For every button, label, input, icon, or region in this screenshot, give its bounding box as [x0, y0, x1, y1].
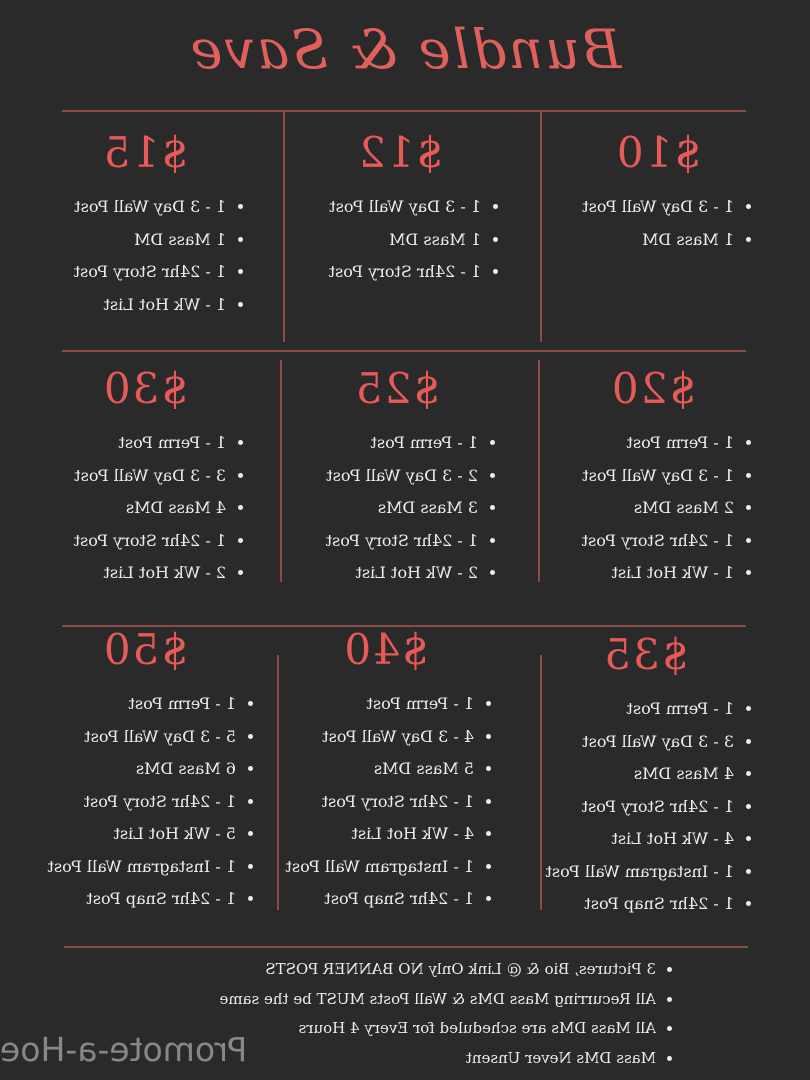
list-item: • 1 - 3 Day Wall Post — [295, 191, 481, 224]
divider — [540, 112, 542, 342]
list-item: • 1 Mass DM — [558, 224, 734, 257]
divider — [62, 350, 746, 352]
bundle-price: $40 — [342, 625, 429, 674]
list-item: • 5 Mass DMs — [273, 753, 474, 786]
divider — [62, 110, 746, 112]
list-item: • 1 - Perm Post — [292, 427, 478, 460]
list-item: • Mass DMs Never Unsent — [219, 1044, 656, 1074]
list-item: • 4 Mass DMs — [533, 758, 734, 791]
bundle-card — [40, 364, 250, 590]
list-item: • 1 - Instagram Wall Post — [273, 851, 474, 884]
bundle-card — [273, 625, 498, 916]
list-item: • 1 Mass DM — [40, 224, 226, 257]
bundle-price: $20 — [609, 364, 697, 413]
list-item: • 1 - 24hr Story Post — [548, 525, 734, 558]
list-item: • 6 Mass DMs — [30, 753, 236, 786]
list-item: • 5 - Wk Hot List — [30, 818, 236, 851]
list-item: • 2 - Wk Hot List — [292, 557, 478, 590]
bundle-card — [292, 364, 502, 590]
list-item: • 5 - 3 Day Wall Post — [30, 721, 236, 754]
list-item: • 1 - Wk Hot List — [548, 557, 734, 590]
list-item: • 1 - 24hr Story Post — [292, 525, 478, 558]
brand-watermark: Promote-a-Hoe — [0, 1030, 248, 1069]
list-item: • 1 - Wk Hot List — [40, 289, 226, 322]
list-item: • 4 Mass DMs — [40, 492, 226, 525]
list-item: • 1 - 3 Day Wall Post — [558, 191, 734, 224]
list-item: • 2 Mass DMs — [548, 492, 734, 525]
list-item: • 3 - 3 Day Wall Post — [40, 460, 226, 493]
list-item: • 1 - 24hr Story Post — [533, 791, 734, 824]
list-item: • 1 - Instagram Wall Post — [533, 856, 734, 889]
list-item: • 4 - Wk Hot List — [533, 823, 734, 856]
divider — [280, 360, 282, 582]
bundle-price: $30 — [101, 364, 189, 413]
list-item: • 1 - Perm Post — [30, 688, 236, 721]
list-item: • 3 - 3 Day Wall Post — [533, 726, 734, 759]
list-item: • All Mass DMs are scheduled for Every 4 Hours — [219, 1014, 656, 1044]
list-item: • 1 Mass DM — [295, 224, 481, 257]
list-item: • 2 - Wk Hot List — [40, 557, 226, 590]
list-item: • 1 - 24hr Snap Post — [273, 883, 474, 916]
bundle-card — [548, 364, 758, 590]
list-item: • 1 - 3 Day Wall Post — [40, 191, 226, 224]
bundle-card — [295, 128, 505, 289]
bundle-card — [30, 625, 260, 916]
list-item: • 1 - Perm Post — [273, 688, 474, 721]
list-item: • 1 - 24hr Story Post — [273, 786, 474, 819]
list-item: • 1 - 24hr Snap Post — [533, 888, 734, 921]
list-item: • 1 - Perm Post — [40, 427, 226, 460]
list-item: • 1 - 24hr Story Post — [295, 256, 481, 289]
list-item: • 1 - 24hr Story Post — [40, 256, 226, 289]
list-item: • 1 - 24hr Story Post — [30, 786, 236, 819]
divider — [538, 360, 540, 582]
list-item: • 1 - 24hr Snap Post — [30, 883, 236, 916]
list-item: • 4 - Wk Hot List — [273, 818, 474, 851]
bundle-card — [40, 128, 250, 321]
bundle-price: $12 — [356, 128, 444, 177]
bundle-price: $10 — [614, 128, 702, 177]
list-item: • 3 Pictures, Bio & @ Link Only NO BANNER POSTS — [219, 955, 656, 985]
bundle-price: $25 — [353, 364, 441, 413]
list-item: • 2 - 3 Day Wall Post — [292, 460, 478, 493]
bundle-card — [558, 128, 758, 256]
bundle-card — [533, 630, 758, 921]
list-item: • 4 - 3 Day Wall Post — [273, 721, 474, 754]
bundle-price: $50 — [101, 625, 189, 674]
bundle-price: $35 — [602, 630, 689, 679]
list-item: • All Recurring Mass DMs & Wall Posts MUST be the same — [219, 985, 656, 1015]
divider — [283, 112, 285, 342]
bundle-price: $15 — [101, 128, 189, 177]
page-title: Bundle & Save — [188, 18, 622, 81]
list-item: • 1 - Instagram Wall Post — [30, 851, 236, 884]
divider — [64, 946, 748, 948]
list-item: • 3 Mass DMs — [292, 492, 478, 525]
list-item: • 1 - Perm Post — [533, 693, 734, 726]
list-item: • 1 - 3 Day Wall Post — [548, 460, 734, 493]
list-item: • 1 - Perm Post — [548, 427, 734, 460]
terms-list — [219, 955, 680, 1073]
list-item: • 1 - 24hr Story Post — [40, 525, 226, 558]
